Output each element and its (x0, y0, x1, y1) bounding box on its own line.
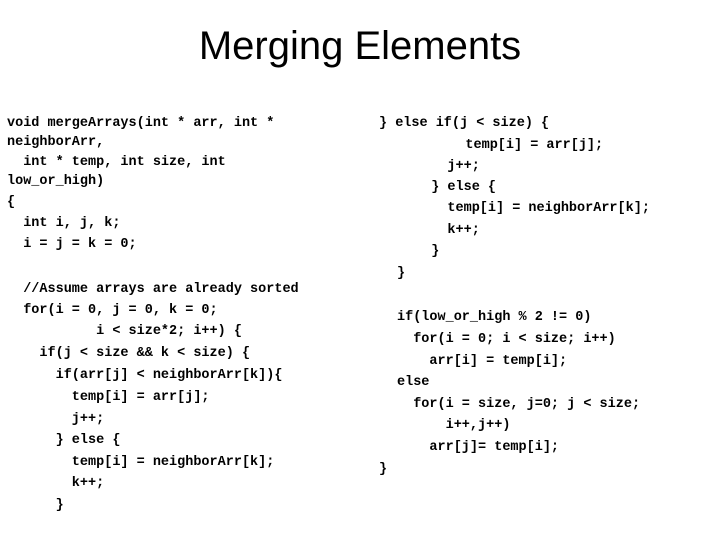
code-block-right (379, 114, 714, 484)
code-line: } else { (415, 180, 497, 195)
code-line: arr[i] = temp[i]; (397, 354, 568, 369)
code-line: if(arr[j] < neighborArr[k]){ (7, 368, 283, 383)
code-line: low_or_high) (7, 174, 105, 189)
code-line: k++; (415, 223, 480, 238)
code-line: } (415, 244, 440, 259)
code-line: int * temp, int size, int (7, 155, 226, 170)
code-line: } (7, 498, 64, 513)
code-line: temp[i] = neighborArr[k]; (415, 201, 650, 216)
code-line: j++; (415, 159, 480, 174)
code-line: for(i = 0; i < size; i++) (397, 332, 616, 347)
code-line: } else { (7, 433, 121, 448)
code-line: k++; (7, 476, 105, 491)
code-line: i = j = k = 0; (7, 237, 137, 252)
code-line: for(i = size, j=0; j < size; (397, 397, 641, 412)
code-line: temp[i] = neighborArr[k]; (7, 455, 275, 470)
code-line: } (379, 462, 388, 477)
code-line: { (7, 195, 16, 210)
code-line: neighborArr, (7, 135, 105, 150)
code-line: for(i = 0, j = 0, k = 0; (7, 303, 218, 318)
slide-title: Merging Elements (198, 24, 522, 68)
code-line: i++,j++) (397, 418, 511, 433)
code-line: temp[i] = arr[j]; (433, 138, 604, 153)
code-line: i < size*2; i++) { (7, 324, 242, 339)
code-line: if(low_or_high % 2 != 0) (397, 310, 592, 325)
code-comment: //Assume arrays are already sorted (7, 282, 299, 297)
code-line: } else if(j < size) { (379, 116, 550, 131)
code-line: else (397, 375, 430, 390)
code-line: arr[j]= temp[i]; (397, 440, 560, 455)
code-line: void mergeArrays(int * arr, int * (7, 116, 275, 131)
code-block-left (7, 114, 347, 524)
code-line: j++; (7, 412, 105, 427)
code-line: if(j < size && k < size) { (7, 346, 251, 361)
code-line: int i, j, k; (7, 216, 121, 231)
code-line: temp[i] = arr[j]; (7, 390, 210, 405)
code-line: } (397, 266, 406, 281)
